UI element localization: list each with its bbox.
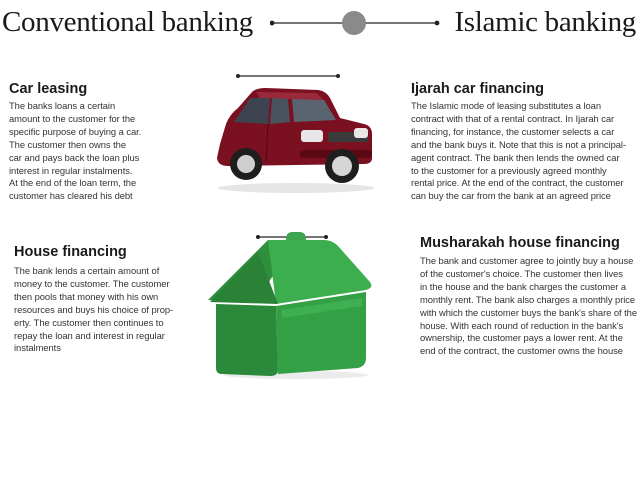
house-icon — [206, 230, 374, 380]
conventional-banking-title: Conventional banking — [2, 6, 253, 38]
musharakah-text: The bank and customer agree to jointly buy a house of the customer's choice. The customer then lives in the house and the bank charges the customer a monthly rent. The bank also charges a monthly price with which the customer buys the bank's share of the house. With each round of reduction in the bank's ownership, the customer pays a lower rent. At the end of the contract, the customer owns the house — [420, 255, 638, 357]
ijarah-title: Ijarah car financing — [411, 81, 544, 97]
car-icon — [208, 84, 378, 194]
car-leasing-title: Car leasing — [9, 81, 88, 97]
ijarah-text: The Islamic mode of leasing substitutes a loan contract with that of a rental contract. In Ijarah car financing, for instance, the customer selects a car and the bank buys it. Note that this is not a principal- agent contract. The bank then lends the owned car to the customer for a previously agreed monthly rental price. At the end of the contract, the customer can buy the car from the bank at an agreed price — [411, 100, 627, 202]
car-leasing-text: The banks loans a certain amount to the customer for the specific purpose of buying a car. The customer then owns the car and pays back the loan plus interest in regular instalments. At the end of the loan term, the customer has cleared his debt — [9, 100, 142, 202]
house-financing-title: House financing — [14, 244, 127, 260]
car-top-line — [236, 70, 340, 82]
islamic-banking-title: Islamic banking — [454, 6, 636, 38]
header-connector — [270, 6, 440, 42]
connector-dot — [342, 11, 366, 35]
musharakah-title: Musharakah house financing — [420, 235, 620, 251]
house-financing-text: The bank lends a certain amount of money to the customer. The customer then pools that money with his own resources and buys his choice of prop- erty. The customer then continues to repay the loan and interest in regular instalments — [14, 265, 174, 354]
